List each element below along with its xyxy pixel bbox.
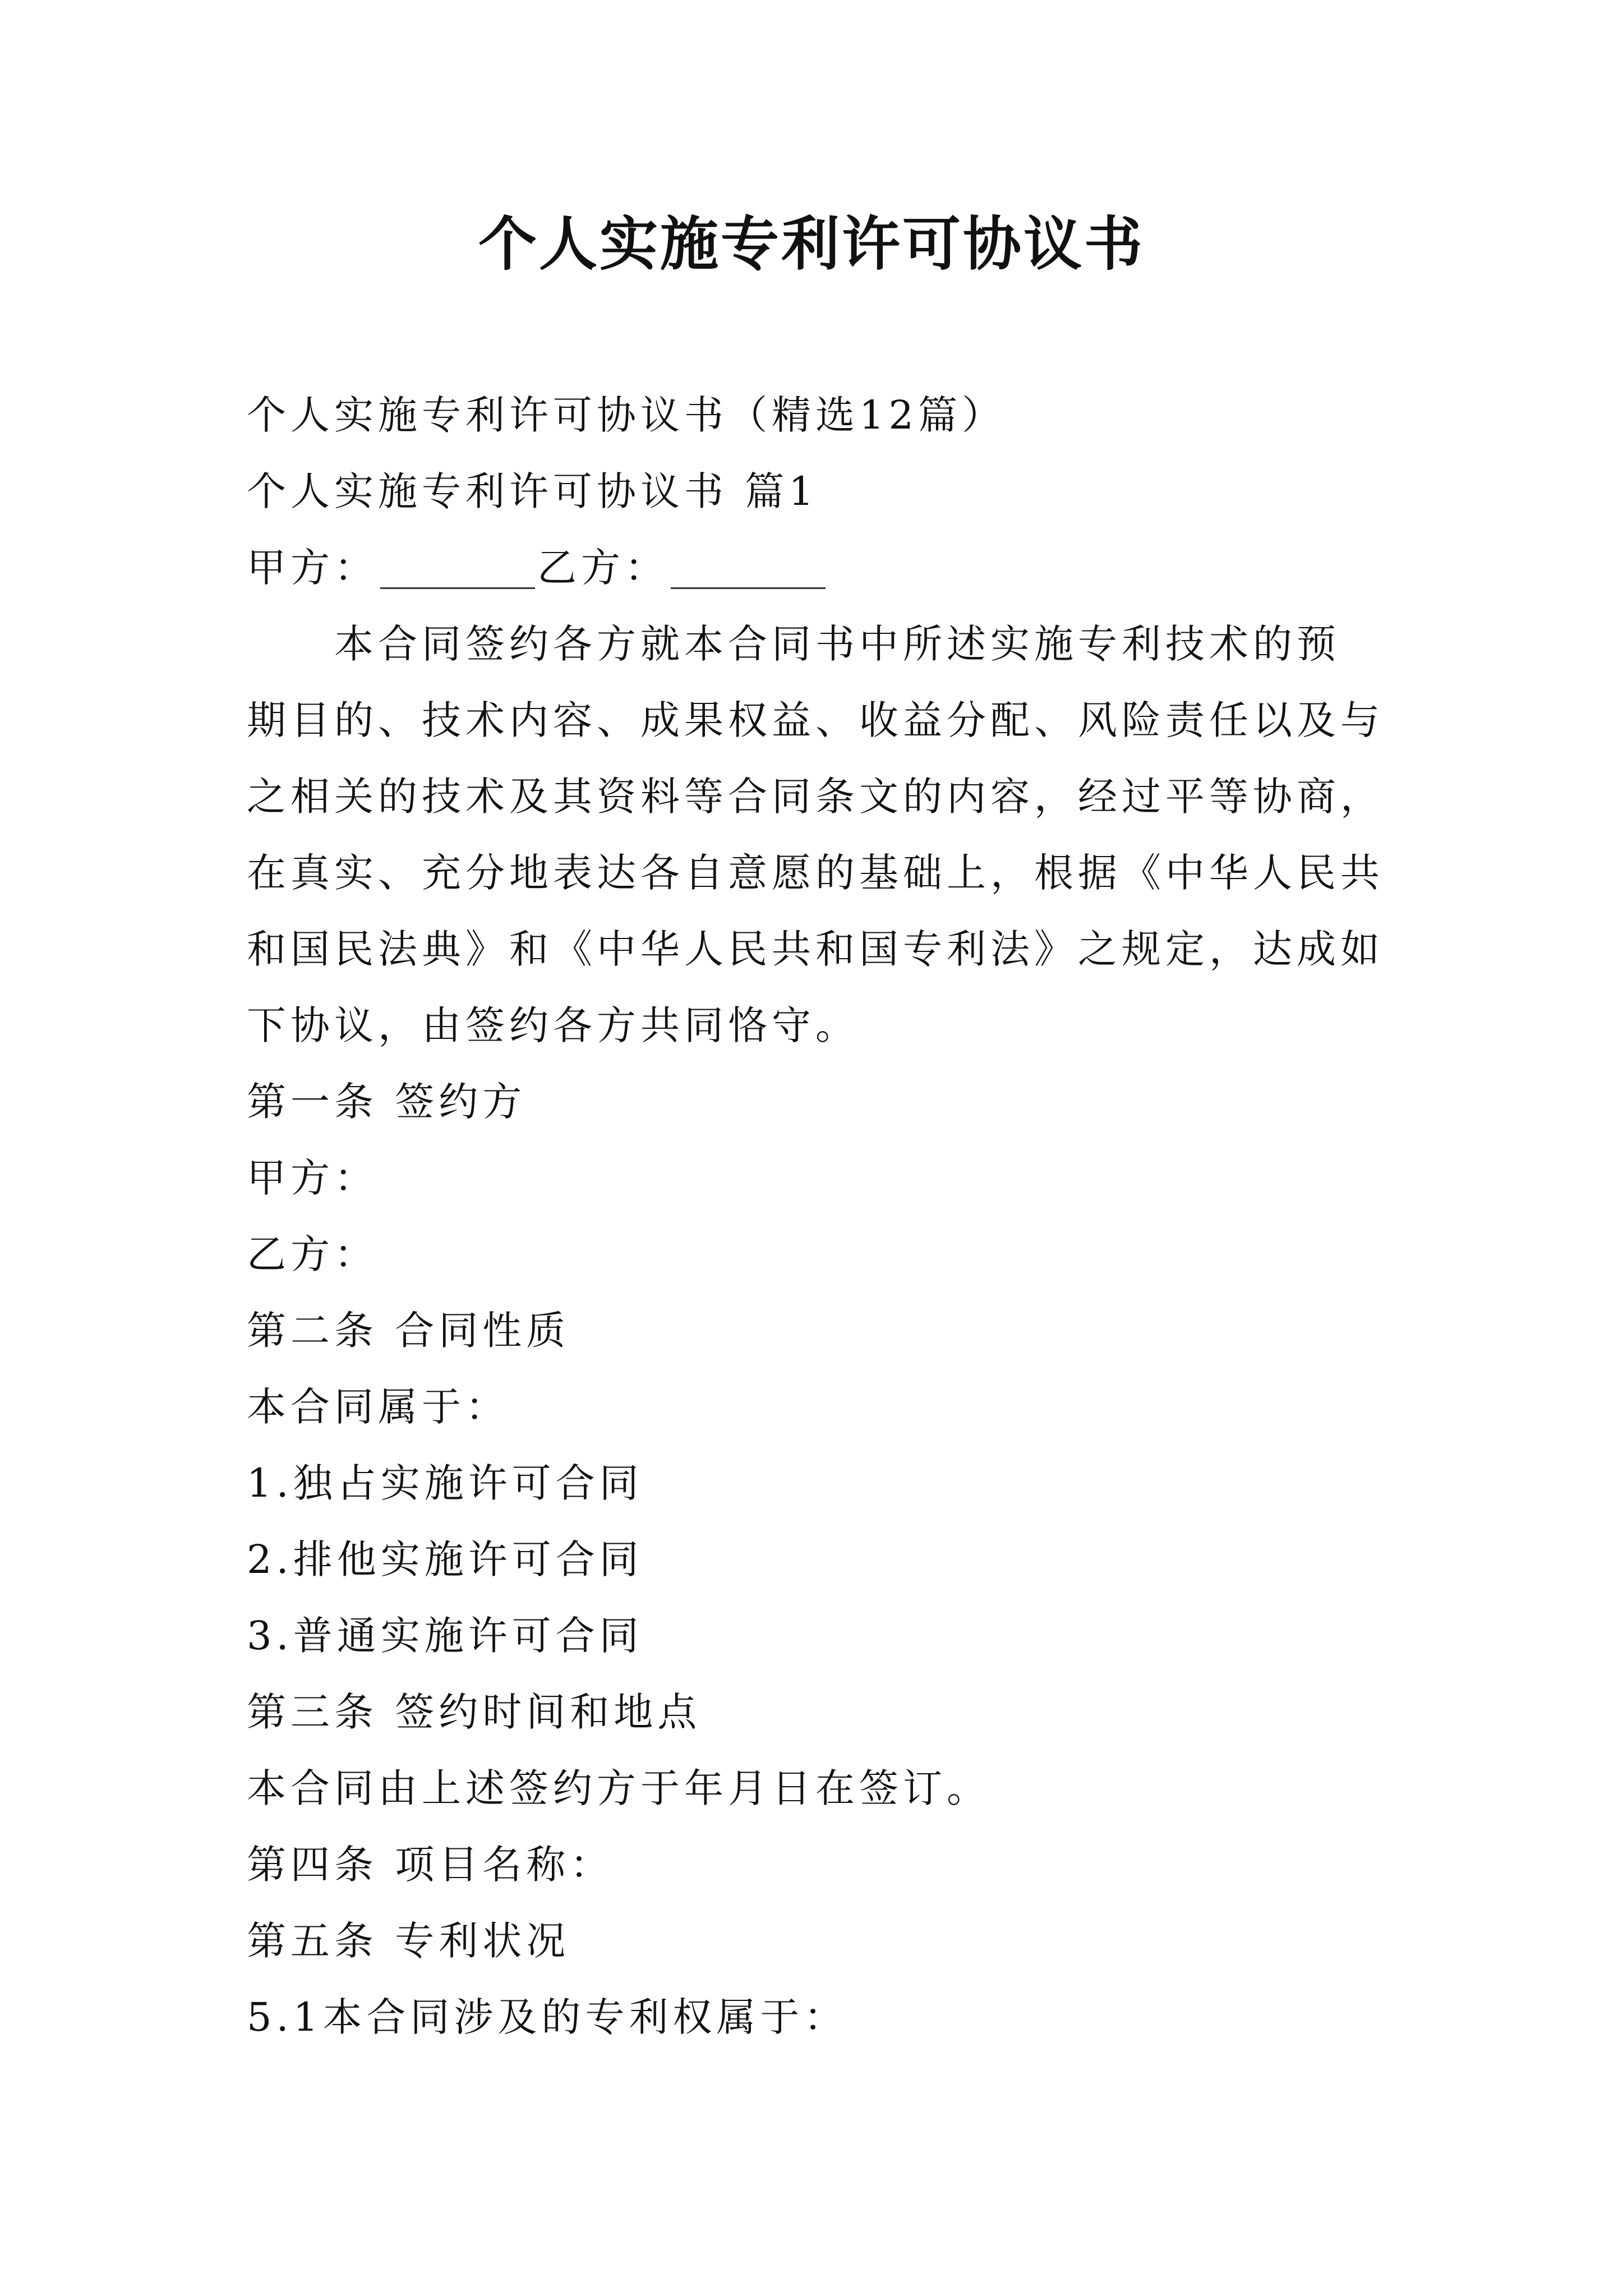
party-a-label: 甲方：: [247, 545, 378, 591]
article-1-party-a: 甲方：: [247, 1155, 378, 1201]
article-2-heading: 第二条 合同性质: [247, 1308, 570, 1354]
intro-line-1: 本合同签约各方就本合同书中所述实施专利技术的预: [334, 621, 1340, 667]
article-2-text: 本合同属于：: [247, 1384, 509, 1430]
document-body: [247, 377, 1386, 2055]
intro-line-5: 和国民法典》和《中华人民共和国专利法》之规定，达成如: [247, 926, 1384, 972]
article-3-text: 本合同由上述签约方于年月日在签订。: [247, 1765, 990, 1811]
chapter-heading: 个人实施专利许可协议书 篇1: [247, 468, 818, 514]
parties-line: [247, 530, 1386, 606]
intro-line-2: 期目的、技术内容、成果权益、收益分配、风险责任以及与: [247, 697, 1384, 743]
article-1-party-b: 乙方：: [247, 1231, 378, 1277]
article-2-option-1: 1.独占实施许可合同: [247, 1460, 643, 1506]
intro-line-6: 下协议，由签约各方共同恪守。: [247, 1002, 859, 1048]
intro-line-4: 在真实、充分地表达各自意愿的基础上，根据《中华人民共: [247, 850, 1384, 896]
document-subtitle: 个人实施专利许可协议书（精选12篇）: [247, 392, 1006, 438]
article-2-option-3: 3.普通实施许可合同: [247, 1613, 643, 1659]
party-a-blank: [380, 548, 535, 589]
article-1-heading: 第一条 签约方: [247, 1079, 527, 1125]
article-3-heading: 第三条 签约时间和地点: [247, 1689, 702, 1735]
document-title: 个人实施专利许可协议书: [478, 209, 1145, 278]
article-5-1: 5.1本合同涉及的专利权属于：: [247, 1994, 848, 2040]
article-5-heading: 第五条 专利状况: [247, 1918, 570, 1964]
article-2-option-2: 2.排他实施许可合同: [247, 1536, 643, 1582]
party-b-label: 乙方：: [537, 545, 668, 591]
intro-line-3: 之相关的技术及其资料等合同条文的内容，经过平等协商，: [247, 774, 1384, 820]
party-b-blank: [671, 548, 826, 589]
article-4-heading: 第四条 项目名称：: [247, 1842, 614, 1888]
